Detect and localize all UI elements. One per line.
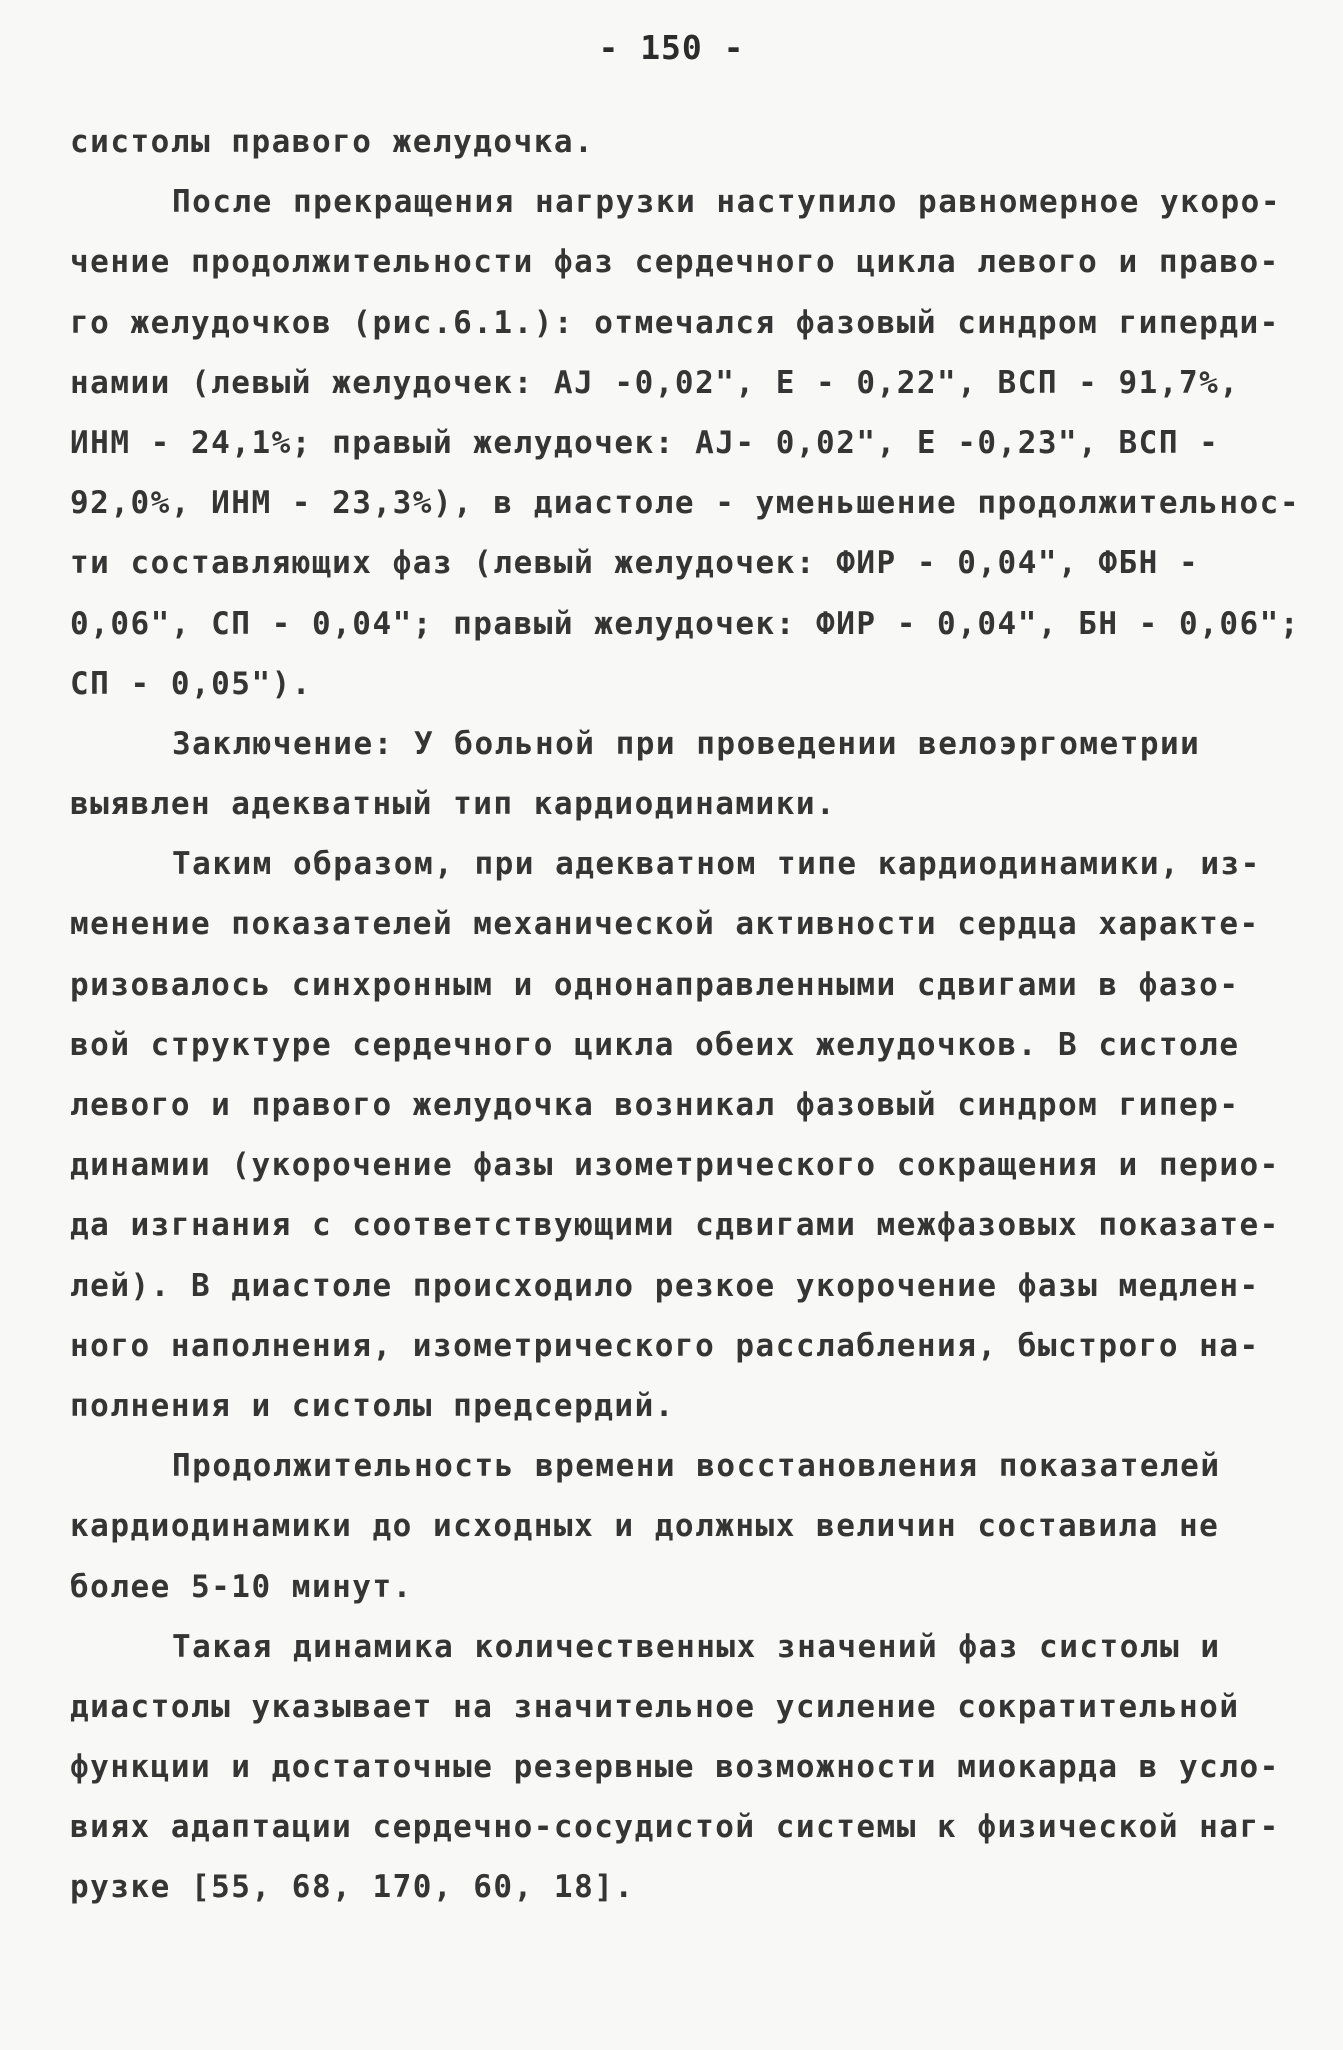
text-line: ти составляющих фаз (левый желудочек: ФИР - 0,04", ФБН - bbox=[70, 545, 1200, 582]
text-line: выявлен адекватный тип кардиодинамики. bbox=[70, 786, 837, 823]
text-line: ризовалось синхронным и однонаправленными сдвигами в фазо- bbox=[70, 966, 1240, 1003]
text-line: более 5-10 минут. bbox=[70, 1568, 413, 1605]
page-body bbox=[70, 112, 1300, 1918]
text-line: 92,0%, ИНМ - 23,3%), в диастоле - уменьшение продолжительнос- bbox=[70, 485, 1300, 522]
text-line: лей). В диастоле происходило резкое укорочение фазы медлен- bbox=[70, 1267, 1260, 1304]
text-line: Заключение: У больной при проведении велоэргометрии bbox=[172, 725, 1201, 762]
text-line: диастолы указывает на значительное усиление сократительной bbox=[70, 1688, 1240, 1725]
text-line: Таким образом, при адекватном типе кардиодинамики, из- bbox=[172, 846, 1261, 883]
text-line: 0,06", СП - 0,04"; правый желудочек: ФИР - 0,04", БН - 0,06"; bbox=[70, 605, 1300, 642]
paragraph bbox=[70, 172, 1300, 714]
paragraph bbox=[70, 714, 1285, 834]
text-line: динамии (укорочение фазы изометрического сокращения и перио- bbox=[70, 1147, 1280, 1184]
text-line: Такая динамика количественных значений фаз систолы и bbox=[172, 1628, 1221, 1665]
text-line: Продолжительность времени восстановления показателей bbox=[172, 1448, 1221, 1485]
text-line: да изгнания с соответствующими сдвигами межфазовых показате- bbox=[70, 1207, 1280, 1244]
text-line: виях адаптации сердечно-сосудистой системы к физической наг- bbox=[70, 1809, 1280, 1846]
text-line: систолы правого желудочка. bbox=[70, 124, 595, 160]
paragraph bbox=[70, 834, 1285, 1436]
text-line: СП - 0,05"). bbox=[70, 665, 312, 702]
text-line: функции и достаточные резервные возможности миокарда в усло- bbox=[70, 1749, 1280, 1786]
text-line: намии (левый желудочек: АЈ -0,02", Е - 0,22", ВСП - 91,7%, bbox=[70, 364, 1240, 401]
text-line: го желудочков (рис.6.1.): отмечался фазовый синдром гиперди- bbox=[70, 304, 1280, 341]
paragraph bbox=[70, 1617, 1285, 1918]
page-number: - 150 - bbox=[598, 28, 745, 67]
paragraph bbox=[70, 112, 1285, 172]
text-line: После прекращения нагрузки наступило равномерное укоро- bbox=[172, 184, 1281, 221]
text-line: менение показателей механической активности сердца характе- bbox=[70, 906, 1260, 943]
text-line: левого и правого желудочка возникал фазовый синдром гипер- bbox=[70, 1087, 1240, 1123]
text-line: кардиодинамики до исходных и должных величин составила не bbox=[70, 1508, 1220, 1545]
text-line: рузке [55, 68, 170, 60, 18]. bbox=[70, 1869, 635, 1906]
text-line: вой структуре сердечного цикла обеих желудочков. В систоле bbox=[70, 1026, 1240, 1063]
text-line: ного наполнения, изометрического расслабления, быстрого на- bbox=[70, 1327, 1260, 1364]
text-line: чение продолжительности фаз сердечного цикла левого и право- bbox=[70, 244, 1280, 281]
text-line: полнения и систолы предсердий. bbox=[70, 1387, 675, 1424]
paragraph bbox=[70, 1436, 1285, 1617]
text-line: ИНМ - 24,1%; правый желудочек: АЈ- 0,02", Е -0,23", ВСП - bbox=[70, 424, 1220, 461]
